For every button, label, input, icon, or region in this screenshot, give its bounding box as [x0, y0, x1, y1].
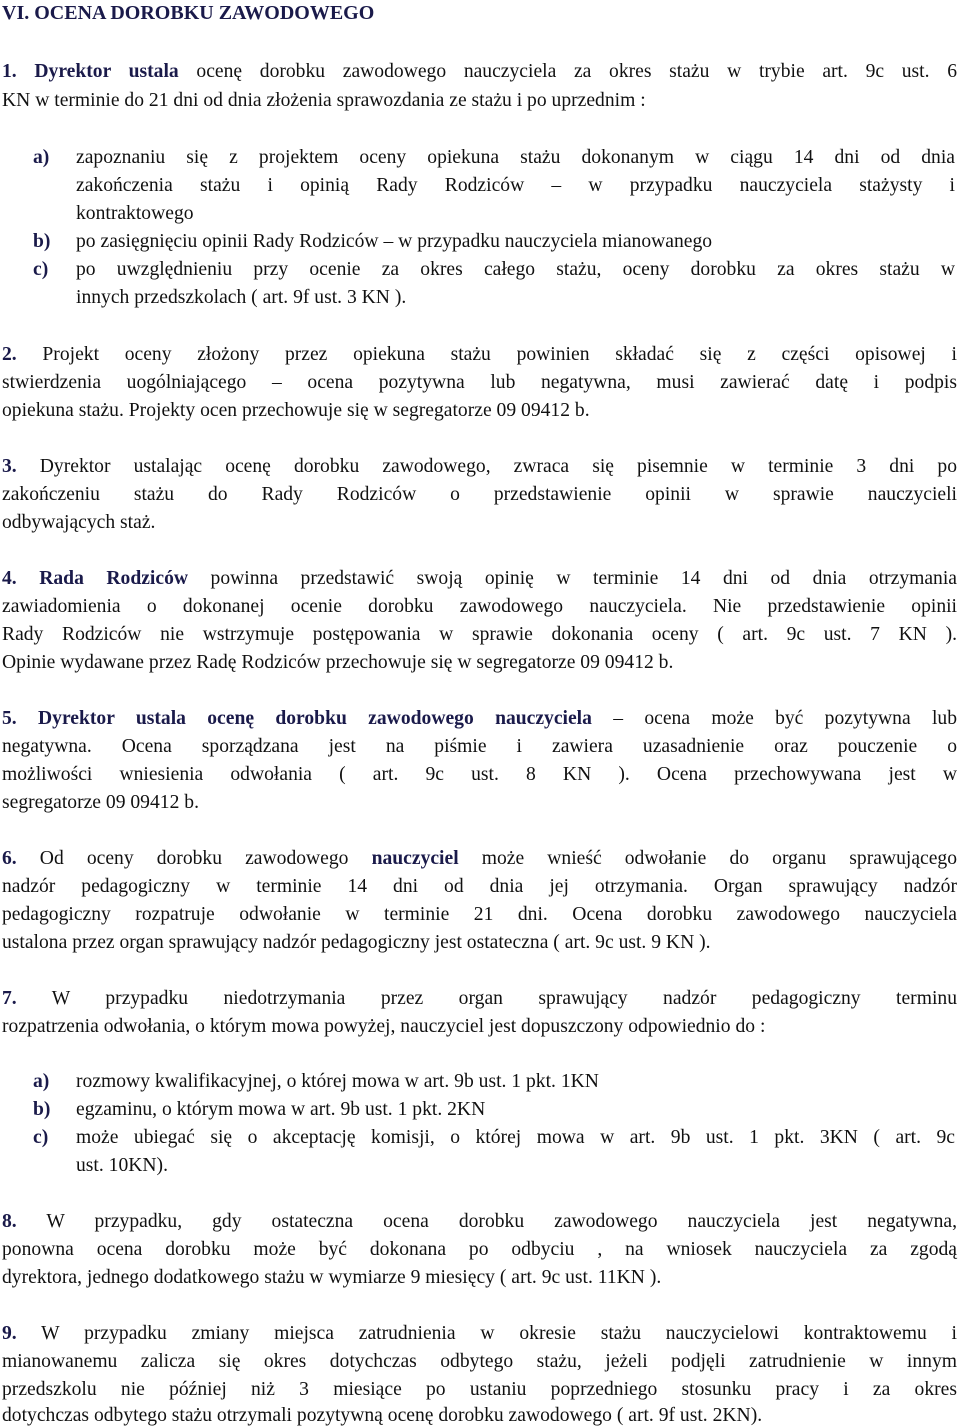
section-title: VI. OCENA DOROBKU ZAWODOWEGO — [2, 2, 375, 24]
list-label-1a: a) — [33, 147, 50, 168]
paragraph-6-text: może wnieść odwołanie do organu sprawującego — [458, 848, 958, 869]
paragraph-5-number: 5. — [2, 708, 17, 729]
paragraph-7-line-2: rozpatrzenia odwołania, o którym mowa powyżej, nauczyciel jest dopuszczony odpowiednio do : — [2, 1016, 766, 1037]
paragraph-9-number: 9. — [2, 1323, 17, 1344]
paragraph-2-text: Projekt oceny złożony przez opiekuna stażu powinien składać się z części opisowej i — [16, 344, 957, 365]
paragraph-2-line-3: opiekuna stażu. Projekty ocen przechowuje się w segregatorze 09 09412 b. — [2, 400, 590, 421]
list-item-7c-line-2: ust. 10KN). — [76, 1155, 168, 1176]
list-label-1b: b) — [33, 231, 51, 252]
paragraph-8-line-1 — [2, 1212, 957, 1232]
paragraph-3-number: 3. — [2, 456, 17, 477]
list-label-7b: b) — [33, 1099, 51, 1120]
paragraph-8-text: W przypadku, gdy ostateczna ocena dorobku zawodowego nauczyciela jest negatywna, — [16, 1211, 957, 1232]
list-item-1c-line-1: po uwzględnieniu przy ocenie za okres całego stażu, oceny dorobku za okres stażu w — [76, 259, 955, 280]
paragraph-2-line-1 — [2, 345, 957, 365]
paragraph-9-line-1 — [2, 1324, 957, 1344]
paragraph-4-line-1 — [2, 569, 957, 589]
list-item-1a-line-1: zapoznaniu się z projektem oceny opiekuna stażu dokonanym w ciągu 14 dni od dnia — [76, 147, 955, 168]
paragraph-1-number: 1. — [2, 61, 17, 82]
paragraph-4-bold: Rada Rodziców — [39, 568, 189, 589]
paragraph-6-number: 6. — [2, 848, 17, 869]
paragraph-6-line-3: pedagogiczny rozpatruje odwołanie w terminie 21 dni. Ocena dorobku zawodowego nauczyciela — [2, 904, 957, 925]
list-item-1a-line-2: zakończenia stażu i opinią Rady Rodziców – w przypadku nauczyciela stażysty i — [76, 175, 955, 196]
paragraph-4-number: 4. — [2, 568, 17, 589]
paragraph-3-line-2: zakończeniu stażu do Rady Rodziców o przedstawienie opinii w sprawie nauczycieli — [2, 484, 957, 505]
paragraph-3-line-1 — [2, 457, 957, 477]
paragraph-4-line-2: zawiadomienia o dokonanej ocenie dorobku zawodowego nauczyciela. Nie przedstawienie opinii — [2, 596, 957, 617]
paragraph-5-line-4: segregatorze 09 09412 b. — [2, 792, 199, 813]
paragraph-6-line-2: nadzór pedagogiczny w terminie 14 dni od dnia jej otrzymania. Organ sprawujący nadzór — [2, 876, 957, 897]
list-item-1a-line-3: kontraktowego — [76, 203, 194, 224]
list-item-7a-line-1: rozmowy kwalifikacyjnej, o której mowa w art. 9b ust. 1 pkt. 1KN — [76, 1071, 599, 1092]
list-item-7b-line-1: egzaminu, o którym mowa w art. 9b ust. 1 pkt. 2KN — [76, 1099, 486, 1120]
paragraph-5-text: – ocena może być pozytywna lub — [591, 708, 957, 729]
paragraph-4-line-3: Rady Rodziców nie wstrzymuje postępowania w sprawie dokonania oceny ( art. 9c ust. 7 KN ). — [2, 624, 957, 645]
paragraph-9-line-4: dotychczas odbytego stażu otrzymali pozytywną ocenę dorobku zawodowego ( art. 9f ust. 2KN). — [2, 1405, 763, 1426]
paragraph-9-line-3: przedszkolu nie później niż 3 miesiące po ustaniu poprzedniego stosunku pracy i za okres — [2, 1379, 957, 1400]
paragraph-5-line-3: możliwości wniesienia odwołania ( art. 9c ust. 8 KN ). Ocena przechowywana jest w — [2, 764, 957, 785]
paragraph-6-text-pre: Od oceny dorobku zawodowego — [16, 848, 372, 869]
list-label-7c: c) — [33, 1127, 49, 1148]
paragraph-4-line-4: Opinie wydawane przez Radę Rodziców przechowuje się w segregatorze 09 09412 b. — [2, 652, 674, 673]
paragraph-5-line-2: negatywna. Ocena sporządzana jest na piśmie i zawiera uzasadnienie oraz pouczenie o — [2, 736, 957, 757]
paragraph-7-line-1 — [2, 989, 957, 1009]
paragraph-6-line-1 — [2, 849, 957, 869]
list-item-1c-line-2: innych przedszkolach ( art. 9f ust. 3 KN ). — [76, 287, 407, 308]
paragraph-7-text: W przypadku niedotrzymania przez organ sprawujący nadzór pedagogiczny terminu — [16, 988, 957, 1009]
paragraph-3-line-3: odbywających staż. — [2, 512, 156, 533]
paragraph-5-bold: Dyrektor ustala ocenę dorobku zawodowego nauczyciela — [38, 708, 592, 729]
paragraph-8-line-2: ponowna ocena dorobku może być dokonana po odbyciu , na wniosek nauczyciela za zgodą — [2, 1239, 957, 1260]
paragraph-5-line-1 — [2, 709, 957, 729]
list-label-7a: a) — [33, 1071, 50, 1092]
paragraph-1-bold: Dyrektor ustala — [34, 61, 179, 82]
paragraph-8-line-3: dyrektora, jednego dodatkowego stażu w wymiarze 9 miesięcy ( art. 9c ust. 11KN ). — [2, 1267, 662, 1288]
paragraph-1-text: ocenę dorobku zawodowego nauczyciela za okres stażu w trybie art. 9c ust. 6 — [178, 61, 957, 82]
list-item-7c-line-1: może ubiegać się o akceptację komisji, o której mowa w art. 9b ust. 1 pkt. 3KN ( art. 9c — [76, 1127, 955, 1148]
paragraph-2-number: 2. — [2, 344, 17, 365]
paragraph-7-number: 7. — [2, 988, 17, 1009]
paragraph-1-line-2: KN w terminie do 21 dni od dnia złożenia sprawozdania ze stażu i po uprzednim : — [2, 90, 646, 111]
paragraph-6-bold: nauczyciel — [371, 848, 459, 869]
paragraph-1-line-1 — [2, 62, 957, 82]
paragraph-9-text: W przypadku zmiany miejsca zatrudnienia w okresie stażu nauczycielowi kontraktowemu i — [16, 1323, 957, 1344]
paragraph-3-text: Dyrektor ustalając ocenę dorobku zawodowego, zwraca się pisemnie w terminie 3 dni po — [16, 456, 957, 477]
paragraph-9-line-2: mianowanemu zalicza się okres dotychczas odbytego stażu, jeżeli podjęli zatrudnienie w innym — [2, 1351, 957, 1372]
paragraph-2-line-2: stwierdzenia uogólniającego – ocena pozytywna lub negatywna, musi zawierać datę i podpis — [2, 372, 957, 393]
list-item-1b-line-1: po zasięgnięciu opinii Rady Rodziców – w przypadku nauczyciela mianowanego — [76, 231, 713, 252]
paragraph-4-text: powinna przedstawić swoją opinię w terminie 14 dni od dnia otrzymania — [188, 568, 957, 589]
paragraph-6-line-4: ustalona przez organ sprawujący nadzór pedagogiczny jest ostateczna ( art. 9c ust. 9 KN ). — [2, 932, 711, 953]
list-label-1c: c) — [33, 259, 49, 280]
paragraph-8-number: 8. — [2, 1211, 17, 1232]
